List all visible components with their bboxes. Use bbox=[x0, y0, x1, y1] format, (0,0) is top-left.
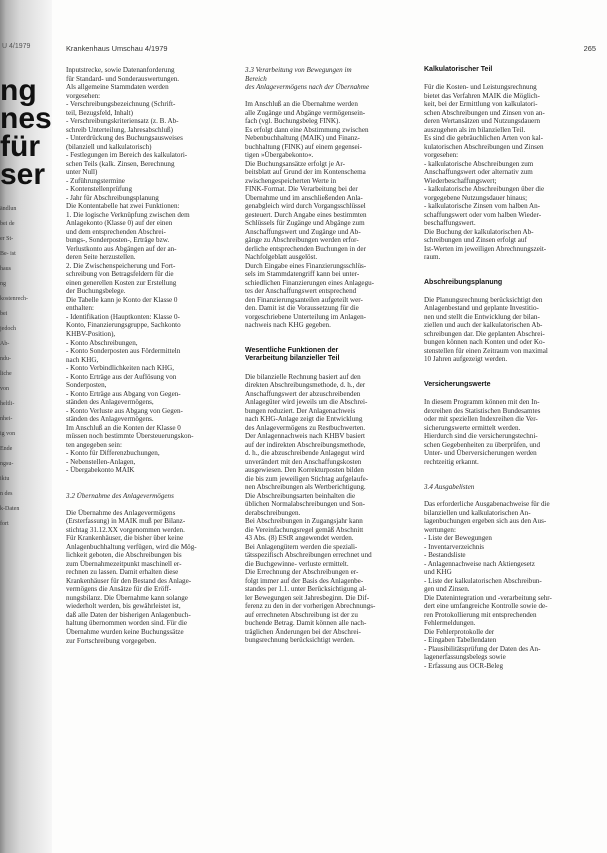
previous-page-text-line: ändlun bbox=[0, 206, 17, 212]
text-line: - Kontenstellenprüfung bbox=[66, 185, 132, 194]
text-line: ler Bewegungen seit Jahresbeginn. Die Dif- bbox=[245, 593, 370, 602]
text-line: Inputstrecke, sowie Datenanforderung bbox=[66, 66, 175, 74]
text-line: Hierdurch sind die versicherungstechni- bbox=[424, 432, 538, 441]
section-heading: Versicherungswerte bbox=[424, 380, 491, 388]
text-line: träglichen Änderungen bei der Abschrei- bbox=[245, 627, 361, 636]
previous-page-text-line: heltli- bbox=[0, 401, 15, 407]
text-line: Die Errechnung der Abschreibungen er- bbox=[245, 568, 359, 577]
text-line: lichkeit geboten, die Abschreibungen bis bbox=[66, 551, 182, 560]
spacer bbox=[245, 330, 415, 339]
text-line: Es sind die gebräuchlichen Arten von kal- bbox=[424, 134, 543, 143]
text-line: Die Datenintegration und -verarbeitung sehr- bbox=[424, 593, 552, 602]
text-line: d. h., die abzuschreibende Anlagegut wird bbox=[245, 449, 365, 458]
text-line: nen Abschreibungen als Wertberichtigung. bbox=[245, 483, 366, 492]
section-heading: Kalkulatorischer Teil bbox=[424, 66, 493, 73]
text-line: die Vereinfachungsregel gemäß Abschnitt bbox=[245, 525, 364, 534]
text-line: die bis zum jeweiligen Stichtag aufgelaufe- bbox=[245, 474, 369, 483]
text-line: - Liste der Bewegungen bbox=[424, 534, 492, 543]
text-line: ten angegeben sein: bbox=[66, 440, 122, 449]
text-line: lagenerfassungsbelegs sowie bbox=[424, 653, 506, 662]
text-line: - Jahr für Abschreibungsplanung bbox=[66, 193, 159, 202]
text-line: bungs-, Sonderposten-, Erträge bzw. bbox=[66, 236, 170, 245]
text-line: Sonderposten, bbox=[66, 381, 107, 390]
text-line: schen Abschreibungen und Zinsen von an- bbox=[424, 108, 545, 117]
text-line: des Anlagevermögens zu Restbuchwerten. bbox=[245, 423, 366, 432]
text-line: schreibungen dar. Die geplanten Abschrei- bbox=[424, 329, 545, 338]
spacer bbox=[66, 500, 236, 509]
text-line: zur Fortschreibung vorgegeben. bbox=[66, 636, 157, 645]
text-line: Für die Kosten- und Leistungsrechnung bbox=[424, 83, 537, 92]
text-line: alle Zugänge und Abgänge vermögensein- bbox=[245, 108, 366, 117]
text-line: sels im Stammdatengriff kann bei unter- bbox=[245, 270, 360, 279]
text-line: deren Wertansätzen und Nutzungsdauern bbox=[424, 117, 541, 126]
text-line: fach (vgl. Buchungsbeleg FINK). bbox=[245, 117, 341, 126]
text-line: bungen können nach Konten und oder Ko- bbox=[424, 338, 545, 347]
text-line: sicherungswerte ermittelt werden. bbox=[424, 423, 521, 432]
text-line: wiederholt werden, bis gewährleistet ist, bbox=[66, 602, 181, 611]
previous-page-headline-line: für bbox=[0, 130, 40, 163]
text-line: nen und stellt die Entwicklung der bilan- bbox=[424, 312, 540, 321]
previous-page-text-line: bei de bbox=[0, 221, 15, 227]
text-line: nach KHG, bbox=[66, 355, 99, 364]
text-line: vorgesehen: bbox=[66, 91, 101, 100]
previous-page-headline-line: ng bbox=[0, 74, 37, 107]
text-line: Anlagenbuchhaltung verfügen, wird die Mög- bbox=[66, 542, 197, 551]
text-line: nungsbilanz. Die Übernahme kann solange bbox=[66, 593, 188, 602]
text-line: für Standard- und Sonderauswertungen. bbox=[66, 74, 180, 83]
text-line: vorgeschriebene Unterteilung im Anlagen- bbox=[245, 312, 367, 321]
text-line: Nachfolgeblatt ausgelöst. bbox=[245, 253, 318, 262]
text-line: 1. Die logische Verknüpfung zwischen dem bbox=[66, 210, 190, 219]
previous-page-text-line: haus bbox=[0, 266, 11, 272]
text-line: - Unterdrückung des Buchungsausweises bbox=[66, 134, 183, 143]
text-line: den Finanzierungsanteilen aufgeteilt wer- bbox=[245, 295, 363, 304]
previous-page-text-line: Be- ist bbox=[0, 251, 16, 257]
text-line: und KHG bbox=[424, 568, 452, 577]
text-line: auf der indirekten Abschreibungsmethode, bbox=[245, 440, 366, 449]
text-line: Für Krankenhäuser, die bisher über keine bbox=[66, 534, 184, 543]
section-heading: Verarbeitung bilanzieller Teil bbox=[245, 355, 340, 363]
text-line: buchende Betrag. Damit können alle nach- bbox=[245, 619, 367, 628]
text-line: Bei Abschreibungen in Zugangsjahr kann bbox=[245, 517, 363, 526]
text-line: - kalkulatorische Abschreibungen über die bbox=[424, 185, 545, 194]
text-line: - Konto Erträge aus der Auflösung von bbox=[66, 372, 177, 381]
previous-page-text-line: kostenrech- bbox=[0, 296, 28, 302]
text-line: Bei Anlagengütern werden die speziali- bbox=[245, 542, 358, 551]
text-line: rechnen zu lassen. Damit erhalten diese bbox=[66, 568, 179, 577]
text-line: oder mit speziellen Indexreihen die Ver- bbox=[424, 415, 538, 424]
text-line: standes per 1.1. unter Berücksichtigung al- bbox=[245, 585, 367, 594]
spacer bbox=[424, 466, 594, 475]
text-line: Schlüssels für Zugänge und Abgänge zum bbox=[245, 219, 365, 228]
text-line: bilanziellen und kalkulatorischen An- bbox=[424, 508, 531, 517]
previous-page-text-line: ng bbox=[0, 281, 6, 287]
text-line: rechtzeitig erkannt. bbox=[424, 457, 479, 466]
text-line: beitsblatt auf Grund der im Kontenschema bbox=[245, 168, 366, 177]
spacer bbox=[245, 92, 415, 101]
text-line: - Übergabekonto MAIK bbox=[66, 466, 135, 475]
text-line: auf errechneten Abschreibung ist der zu bbox=[245, 610, 358, 619]
previous-page-text-line: ig von bbox=[0, 431, 16, 437]
text-line: haltung übernommen worden sind. Für die bbox=[66, 619, 187, 628]
subsection-heading: 3.2 Übernahme des Anlagevermögens bbox=[66, 491, 174, 500]
text-line: Die Buchung der kalkulatorischen Ab- bbox=[424, 227, 534, 236]
text-line: Anschaffungswert der abzuschreibenden bbox=[245, 389, 361, 398]
text-line: Unter- und Überversicherungen werden bbox=[424, 449, 537, 458]
text-line: tigen »Übergabekonto«. bbox=[245, 151, 314, 160]
text-line: Wiederbeschaffungswert; bbox=[424, 176, 497, 185]
text-line: Anschaffungswert oder alternativ zum bbox=[424, 168, 533, 177]
text-line: Nebenbuchhaltung (MAIK) und Finanz- bbox=[245, 134, 360, 143]
text-line: üblichen Normalabschreibungen und Son- bbox=[245, 500, 365, 509]
text-line: beschaffungswert. bbox=[424, 219, 476, 228]
text-line: derabschreibungen. bbox=[245, 508, 301, 517]
text-column-right bbox=[424, 66, 594, 846]
text-line: schen Gegebenheiten zu überprüfen, und bbox=[424, 440, 541, 449]
text-line: nachweis nach KHG gegeben. bbox=[245, 321, 331, 330]
text-line: ständen des Anlagevermögens. bbox=[66, 415, 154, 424]
text-line: schen Teils (kalk. Zinsen, Berechnung bbox=[66, 159, 175, 168]
text-line: auszugehen als im bilanziellen Teil. bbox=[424, 125, 526, 134]
previous-page-header: U 4/1979 bbox=[2, 43, 31, 50]
previous-page-text-line: jedoch bbox=[0, 326, 16, 332]
section-heading: Wesentliche Funktionen der bbox=[245, 346, 339, 354]
text-line: Im Anschluß an die Übernahme werden bbox=[245, 100, 358, 109]
text-line: - Konto Verbindlichkeiten nach KHG, bbox=[66, 364, 175, 373]
previous-page-text-line: fort bbox=[0, 521, 9, 527]
text-line: - kalkulatorische Zinsen vom halben An- bbox=[424, 202, 541, 211]
text-line: - Plausibilitätsprüfung der Daten des An- bbox=[424, 644, 541, 653]
text-line: - Nebenstellen-Anlagen, bbox=[66, 457, 136, 466]
text-line: - Festlegungen im Bereich des kalkulatori- bbox=[66, 151, 188, 160]
text-line: raum. bbox=[424, 253, 441, 262]
text-line: schaffungswert oder vom halben Wieder- bbox=[424, 210, 542, 219]
text-line: - Inventarverzeichnis bbox=[424, 542, 485, 551]
spacer bbox=[424, 364, 594, 373]
text-line: dert eine umfangreiche Kontrolle sowie de- bbox=[424, 602, 548, 611]
previous-page-text-line: er St- bbox=[0, 236, 14, 242]
text-line: Im Anschluß an die Konten der Klasse 0 bbox=[66, 423, 181, 432]
spacer bbox=[66, 475, 236, 484]
text-line: - Erfassung aus OCR-Beleg bbox=[424, 661, 504, 670]
text-line: buchhaltung (FINK) auf einem gegensei- bbox=[245, 142, 363, 151]
text-line: - Konto Verluste aus Abgang von Gegen- bbox=[66, 406, 183, 415]
running-head bbox=[66, 44, 596, 56]
text-line: In diesem Programm können mit den In- bbox=[424, 398, 540, 406]
text-line: teil, Bezugsfeld, Inhalt) bbox=[66, 108, 133, 117]
text-line: ausgewiesen. Den Korrekturposten bilden bbox=[245, 466, 364, 475]
text-line: schiedlichen Finanzierungen eines Anlagegu- bbox=[245, 278, 375, 287]
previous-page-text-line: nhei- bbox=[0, 416, 13, 422]
text-line: bietet das Verfahren MAIK die Möglich- bbox=[424, 91, 540, 100]
text-line: genabgleich wird durch Vorgangsschlüssel bbox=[245, 202, 366, 211]
text-line: Fehlermeldungen. bbox=[424, 619, 476, 628]
text-line: bungsrechnung berücksichtigt werden. bbox=[245, 636, 355, 645]
spacer bbox=[424, 475, 594, 484]
previous-page-text-line: ngsu- bbox=[0, 461, 14, 467]
text-line: - kalkulatorische Abschreibungen zum bbox=[424, 159, 534, 168]
text-line: kulatorischen Abschreibungen und Zinsen bbox=[424, 142, 544, 151]
text-line: gen und Zinsen. bbox=[424, 585, 470, 594]
previous-page-text-line: liche bbox=[0, 371, 12, 377]
text-line: Die Planungsrechnung berücksichtigt den bbox=[424, 295, 543, 304]
text-line: Ist-Werten im jeweiligen Abrechnungszeit- bbox=[424, 244, 547, 253]
spacer bbox=[424, 75, 594, 84]
text-line: Anschaffungswert und Zugänge und Ab- bbox=[245, 227, 361, 236]
previous-page-headline-line: nes bbox=[0, 102, 52, 135]
text-line: - Verschreibungsbezeichnung (Schrift- bbox=[66, 100, 176, 109]
text-line: einen generellen Kosten zur Erstellung bbox=[66, 278, 177, 287]
text-line: - Zuführungstermine bbox=[66, 176, 125, 185]
text-line: - Liste der kalkulatorischen Abschreibun- bbox=[424, 576, 542, 585]
subsection-heading: 3.3 Verarbeitung von Bewegungen im bbox=[245, 66, 352, 74]
text-line: wertungen: bbox=[424, 525, 456, 534]
text-line: Die bilanzielle Rechnung basiert auf den bbox=[245, 372, 361, 381]
text-line: - Bestandsliste bbox=[424, 551, 466, 560]
text-line: direkten Abschreibungsmethode, d. h., der bbox=[245, 381, 366, 390]
text-line: Die Buchungsansätze erfolgt je Ar- bbox=[245, 159, 345, 168]
text-line: daß alle Daten der bisherigen Anlagenbuch- bbox=[66, 610, 191, 619]
text-line: Die Tabelle kann je Konto der Klasse 0 bbox=[66, 295, 178, 304]
text-line: stenstellen für einen Zeitraum von maximal bbox=[424, 346, 548, 355]
spacer bbox=[424, 270, 594, 279]
text-line: deren Seite herzustellen. bbox=[66, 253, 136, 262]
text-line: Es erfolgt dann eine Abstimmung zwischen bbox=[245, 125, 369, 134]
text-line: KHBV-Position), bbox=[66, 329, 116, 338]
text-line: Übernahme wurden keine Buchungssätze bbox=[66, 627, 184, 636]
text-line: Anlagenbestand und geplante Investitio- bbox=[424, 304, 539, 313]
text-line: Der Anlagennachweis nach KHBV basiert bbox=[245, 432, 366, 441]
text-line: (bilanziell und kalkulatorisch) bbox=[66, 142, 152, 151]
text-line: vermögens die Ansätze für die Eröff- bbox=[66, 585, 172, 594]
subsection-heading: Bereich bbox=[245, 74, 267, 83]
text-line: müssen noch bestimmte Übersteuerungskon- bbox=[66, 432, 194, 441]
text-line: FINK-Format. Die Verarbeitung bei der bbox=[245, 185, 358, 194]
text-line: stichtag 31.12.XX vorgenommen werden. bbox=[66, 525, 185, 534]
section-heading: Abschreibungsplanung bbox=[424, 278, 503, 286]
text-line: - Identifikation (Hauptkonten: Klasse 0- bbox=[66, 312, 180, 321]
text-line: tes der Anschaffungswert entsprechend bbox=[245, 287, 357, 296]
text-line: ständen des Anlagevermögens, bbox=[66, 398, 154, 407]
text-line: - Anlagennachweise nach Aktiengesetz bbox=[424, 559, 535, 568]
text-line: nach KHG-Anlage zeigt die Entwicklung bbox=[245, 415, 363, 424]
text-line: den. Damit ist die Voraussetzung für die bbox=[245, 304, 359, 313]
text-line: - Konto Abschreibungen, bbox=[66, 338, 138, 347]
text-line: ren Protokollierung mit entsprechenden bbox=[424, 610, 537, 619]
text-line: ferenz zu den in der vorherigen Abrechnungs- bbox=[245, 602, 376, 611]
text-line: zwischengespeicherten Werte in bbox=[245, 176, 337, 185]
text-line: und dem entsprechenden Abschrei- bbox=[66, 227, 166, 236]
text-line: 10 Jahren aufgezeigt werden. bbox=[424, 355, 508, 364]
text-line: der Buchungsbelege. bbox=[66, 287, 126, 296]
spacer bbox=[245, 364, 415, 373]
text-line: tätsspezifisch Abschreibungen errechnet und bbox=[245, 551, 372, 560]
spacer bbox=[245, 338, 415, 347]
previous-page-fragment bbox=[0, 38, 52, 558]
text-line: lagenbuchungen ergeben sich aus den Aus- bbox=[424, 517, 547, 526]
text-line: Anlagekonto (Klasse 0) auf der einen bbox=[66, 219, 173, 228]
text-line: Die Übernahme des Anlagevermögens bbox=[66, 508, 176, 517]
text-line: Die Abschreibungsarten beinhalten die bbox=[245, 491, 356, 500]
text-line: 2. Die Zwischenspeicherung und Fort- bbox=[66, 261, 176, 270]
text-line: Das erforderliche Ausgabenachweise für die bbox=[424, 500, 550, 509]
text-line: bungen reduziert. Der Anlagenachweis bbox=[245, 406, 356, 415]
text-line: zum Übernahmezeitpunkt maschinell er- bbox=[66, 559, 182, 568]
text-line: gänge zu Abschreibungen werden erfor- bbox=[245, 236, 359, 245]
text-line: schreib Unterteilung, Jahresabschluß) bbox=[66, 125, 173, 134]
text-line: dexreihen des Statistischen Bundesamtes bbox=[424, 406, 541, 415]
text-line: Durch Eingabe eines Finanzierungsschlüs- bbox=[245, 261, 367, 270]
previous-page-text-line: ndu- bbox=[0, 356, 11, 362]
text-line: keit, bei der Ermittlung von kalkulatori- bbox=[424, 100, 538, 109]
text-line: unverändert mit den Anschaffungskosten bbox=[245, 457, 362, 466]
subsection-heading: 3.4 Ausgabelisten bbox=[424, 483, 475, 492]
text-line: (Ersterfassung) in MAIK muß per Bilanz- bbox=[66, 517, 186, 526]
text-line: vorgegebene Nutzungsdauer hinaus; bbox=[424, 193, 528, 202]
text-column-middle bbox=[245, 66, 415, 846]
text-line: Anlagegüter wird jeweils um die Abschrei- bbox=[245, 398, 368, 407]
text-line: Konto, Finanzierungsgruppe, Sachkonto bbox=[66, 321, 181, 330]
spacer bbox=[424, 287, 594, 296]
spacer bbox=[424, 372, 594, 381]
spacer bbox=[424, 390, 594, 399]
previous-page-text-line: iktu bbox=[0, 476, 10, 482]
previous-page-headline-line: ser bbox=[0, 158, 46, 191]
text-line: - Eingaben Tabellendaten bbox=[424, 636, 497, 645]
text-line: 43 Abs. (8) EStR angewendet werden. bbox=[245, 534, 354, 543]
text-line: - Konto Sonderposten aus Fördermitteln bbox=[66, 347, 181, 356]
text-line: unter Null) bbox=[66, 168, 98, 177]
spacer bbox=[424, 262, 594, 271]
subsection-heading: des Anlagevermögens nach der Übernahme bbox=[245, 83, 369, 92]
previous-page-text-line: n des bbox=[0, 491, 13, 497]
spacer bbox=[66, 483, 236, 492]
text-line: - Verschreibungskriteriensatz (z. B. Ab- bbox=[66, 117, 179, 126]
text-line: schreibung von Betragsfeldern für die bbox=[66, 270, 174, 279]
text-line: Übernahme und im anschließenden Anla- bbox=[245, 193, 363, 202]
text-line: Verlustkonto aus Abgängen auf der an- bbox=[66, 244, 177, 253]
text-line: vorgesehen: bbox=[424, 151, 459, 160]
text-line: - Konto Erträge aus Abgang von Gegen- bbox=[66, 389, 181, 398]
text-line: folgt immer auf der Basis des Anlagenbe- bbox=[245, 576, 364, 585]
text-line: die Buchgewinne- verluste ermittelt. bbox=[245, 559, 349, 568]
text-line: enthalten: bbox=[66, 304, 94, 313]
journal-title: Krankenhaus Umschau 4/1979 bbox=[66, 44, 168, 53]
text-line: Die Fehlerprotokolle der bbox=[424, 627, 495, 636]
text-line: derliche entsprechenden Buchungen in der bbox=[245, 244, 366, 253]
text-line: Als allgemeine Stammdaten werden bbox=[66, 83, 169, 92]
text-line: Die Kontentabelle hat zwei Funktionen: bbox=[66, 202, 180, 211]
spacer bbox=[424, 492, 594, 501]
text-line: gesteuert. Durch Angabe eines bestimmten bbox=[245, 210, 367, 219]
text-line: Krankenhäuser für den Bestand des Anlage- bbox=[66, 576, 192, 585]
previous-page-text-line: Ab- bbox=[0, 341, 10, 347]
text-line: - Konto für Differenzbuchungen, bbox=[66, 449, 160, 458]
text-line: ziellen und auch der kalkulatorischen Ab- bbox=[424, 321, 543, 330]
text-line: schreibungen und Zinsen erfolgt auf bbox=[424, 236, 527, 245]
previous-page-text-line: bei bbox=[0, 311, 8, 317]
page-number: 265 bbox=[583, 44, 596, 53]
text-column-left bbox=[66, 66, 236, 846]
previous-page-text-line: von bbox=[0, 386, 9, 392]
previous-page-text-line: k-Daten bbox=[0, 506, 20, 512]
previous-page-text-line: Ende bbox=[0, 446, 13, 452]
